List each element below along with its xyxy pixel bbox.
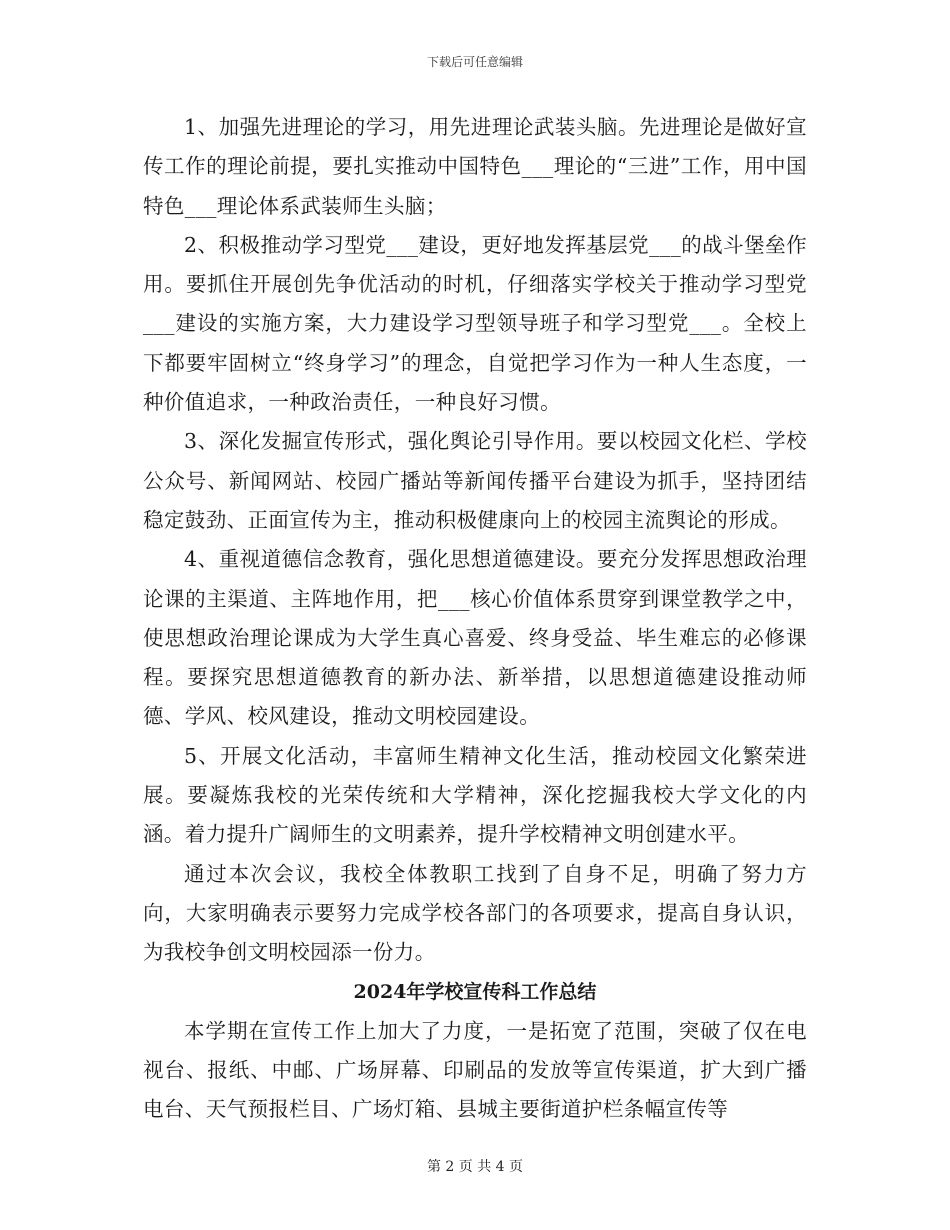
paragraph-item-4: 4、重视道德信念教育，强化思想道德建设。要充分发挥思想政治理论课的主渠道、主阵地作用，把___核心价值体系贯穿到课堂教学之中，使思想政治理论课成为大学生真心喜爱、终身受益、毕生难忘的必修课程。要探究思想道德教育的新办法、新举措，以思想道德建设推动师德、学风、校风建设，推动文明校园建设。 [143,547,807,729]
section-paragraph: 本学期在宣传工作上加大了力度，一是拓宽了范围，突破了仅在电视台、报纸、中邮、广场屏幕、印刷品的发放等宣传渠道，扩大到广播电台、天气预报栏目、广场灯箱、县城主要街道护栏条幅宣传等 [143,1018,807,1122]
document-body [143,108,807,1130]
section-title: 2024年学校宣传科工作总结 [353,980,597,1003]
page-footer: 第 2 页 共 4 页 [426,1159,524,1175]
paragraph-conclusion: 通过本次会议，我校全体教职工找到了自身不足，明确了努力方向，大家明确表示要努力完成学校各部门的各项要求，提高自身认识，为我校争创文明校园添一份力。 [143,861,807,965]
paragraph-item-1: 1、加强先进理论的学习，用先进理论武装头脑。先进理论是做好宣传工作的理论前提，要扎实推动中国特色___理论的“三进”工作，用中国特色___理论体系武装师生头脑； [143,115,807,218]
paragraph-item-5: 5、开展文化活动，丰富师生精神文化生活，推动校园文化繁荣进展。要凝炼我校的光荣传统和大学精神，深化挖掘我校大学文化的内涵。着力提升广阔师生的文明素养，提升学校精神文明创建水平。 [143,743,807,847]
page-header: 下载后可任意编辑 [426,55,523,69]
paragraph-item-3: 3、深化发掘宣传形式，强化舆论引导作用。要以校园文化栏、学校公众号、新闻网站、校园广播站等新闻传播平台建设为抓手，坚持团结稳定鼓劲、正面宣传为主，推动积极健康向上的校园主流舆论的形成。 [143,429,807,532]
paragraph-item-2: 2、积极推动学习型党___建设，更好地发挥基层党___的战斗堡垒作用。要抓住开展创先争优活动的时机，仔细落实学校关于推动学习型党___建设的实施方案，大力建设学习型领导班子和学习型党___。全校上下都要牢固树立“终身学习”的理念，自觉把学习作为一种人生态度，一种价值追求，一种政治责任，一种良好习惯。 [143,232,807,415]
